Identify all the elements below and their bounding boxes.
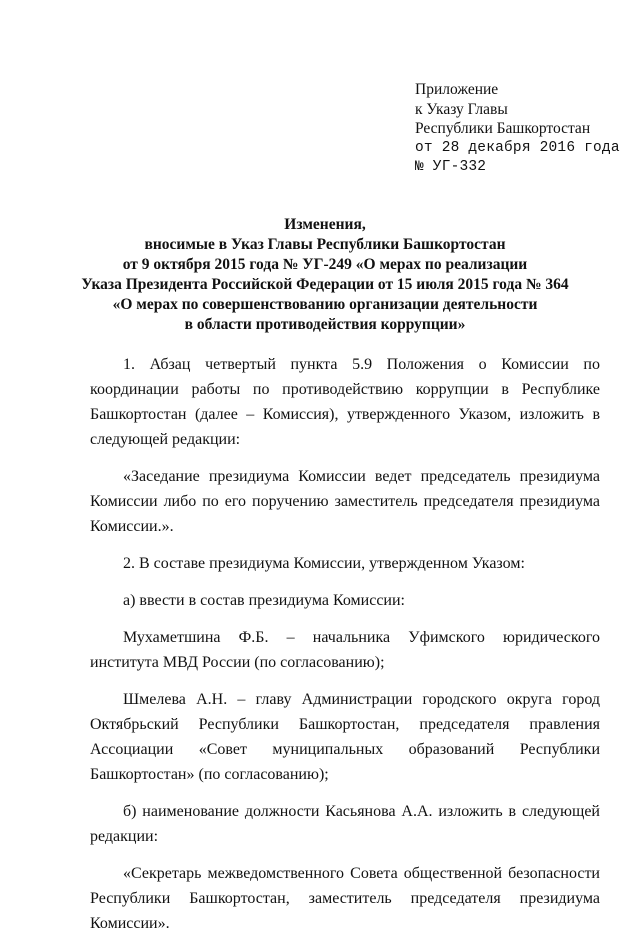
appendix-title: Приложение — [415, 81, 499, 98]
appendix-republic: Республики Башкортостан — [415, 120, 591, 137]
paragraph-member-2: Шмелева А.Н. – главу Администрации городского округа город Октябрьский Республики Башкортостан, председателя правления Ассоциации «Совет муниципальных образований Республики Башкортостан» (по согласованию); — [90, 691, 600, 783]
paragraph-member-1: Мухаметшина Ф.Б. – начальника Уфимского юридического института МВД России (по согласованию); — [90, 629, 600, 671]
appendix-block — [415, 80, 625, 178]
appendix-number: № УГ-332 — [415, 159, 487, 175]
document-heading — [80, 215, 570, 335]
heading-line-4: Указа Президента Российской Федерации от 15 июля 2015 года № 364 — [81, 276, 569, 293]
paragraph-item-2: 2. В составе президиума Комиссии, утвержденном Указом: — [123, 555, 525, 572]
heading-line-3: от 9 октября 2015 года № УГ-249 «О мерах по реализации — [122, 256, 528, 273]
document-body — [90, 352, 600, 936]
heading-line-5: «О мерах по совершенствованию организации деятельности — [112, 296, 538, 313]
paragraph-subitem-b: б) наименование должности Касьянова А.А. изложить в следующей редакции: — [90, 803, 600, 845]
paragraph-item-1: 1. Абзац четвертый пункта 5.9 Положения о Комиссии по координации работы по противодействию коррупции в Республике Башкортостан (далее – Комиссия), утвержденного Указом, изложить в следующей редакции: — [90, 356, 600, 448]
heading-line-2: вносимые в Указ Главы Республики Башкортостан — [144, 236, 506, 253]
heading-line-1: Изменения, — [284, 216, 366, 233]
heading-line-6: в области противодействия коррупции» — [184, 316, 466, 333]
paragraph-quote-1: «Заседание президиума Комиссии ведет председатель президиума Комиссии либо по его поручению заместитель председателя президиума Комиссии.». — [90, 468, 600, 535]
paragraph-quote-2: «Секретарь межведомственного Совета общественной безопасности Республики Башкортостан, заместитель председателя президиума Комиссии». — [90, 865, 600, 932]
appendix-date: от 28 декабря 2016 года — [415, 139, 620, 156]
appendix-decree-ref: к Указу Главы — [415, 100, 508, 118]
paragraph-subitem-a: а) ввести в состав президиума Комиссии: — [123, 592, 405, 609]
